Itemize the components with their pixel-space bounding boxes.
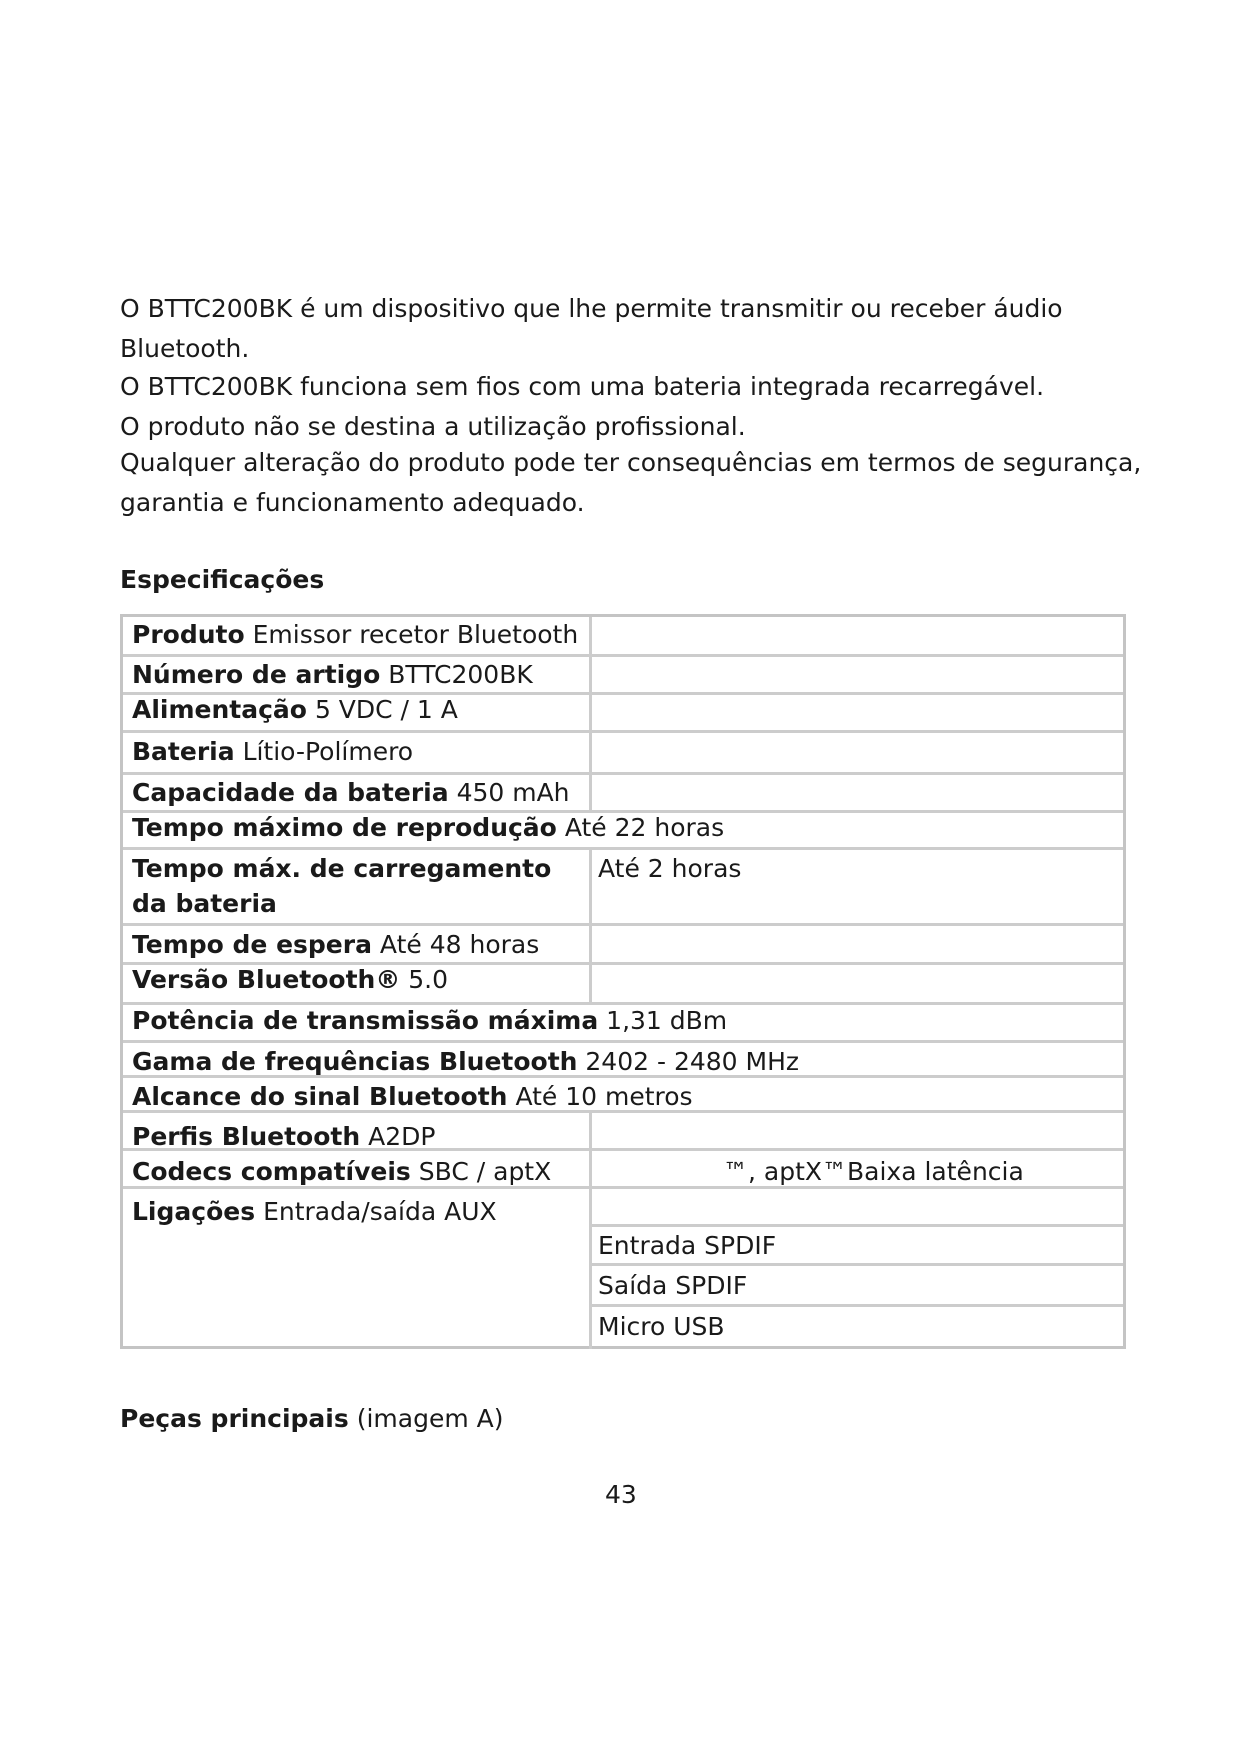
spec-value: Até 48 horas — [379, 930, 540, 959]
spec-label-cont: da bateria — [132, 889, 277, 918]
spec-row-ligacoes — [132, 1197, 497, 1227]
spec-row-gama-frequencias — [132, 1047, 799, 1077]
intro-line-2: Bluetooth. — [120, 334, 250, 363]
spec-value: 450 mAh — [456, 778, 570, 807]
spec-label: Produto — [132, 620, 245, 649]
spec-row-versao-bluetooth — [132, 965, 448, 995]
spec-row-produto — [132, 620, 578, 650]
spec-row-tempo-carregamento — [132, 854, 551, 884]
intro-line-4: O produto não se destina a utilização profissional. — [120, 412, 746, 441]
spec-value: 5.0 — [408, 965, 449, 994]
spec-value-micro-usb: Micro USB — [598, 1312, 725, 1341]
parts-label: Peças principais — [120, 1404, 349, 1433]
intro-line-3: O BTTC200BK funciona sem fios com uma bateria integrada recarregável. — [120, 372, 1045, 401]
specs-table — [120, 614, 1126, 1349]
spec-row-alimentacao — [132, 695, 458, 725]
intro-line-1: O BTTC200BK é um dispositivo que lhe permite transmitir ou receber áudio — [120, 294, 1063, 323]
spec-label: Perfis Bluetooth — [132, 1122, 361, 1151]
page-number: 43 — [605, 1480, 637, 1509]
spec-label: Tempo de espera — [132, 930, 372, 959]
spec-label: Capacidade da bateria — [132, 778, 449, 807]
spec-value: A2DP — [368, 1122, 436, 1151]
spec-label: Potência de transmissão máxima — [132, 1006, 599, 1035]
spec-value-codecs-right: ™, aptX™Baixa latência — [723, 1157, 1024, 1186]
parts-heading — [120, 1404, 503, 1433]
spec-value: Lítio-Polímero — [242, 737, 414, 766]
spec-row-bateria — [132, 737, 413, 767]
intro-line-6: garantia e funcionamento adequado. — [120, 488, 585, 517]
spec-row-potencia — [132, 1006, 727, 1036]
spec-label: Gama de frequências Bluetooth — [132, 1047, 578, 1076]
spec-value: Até 22 horas — [564, 813, 725, 842]
spec-row-numero-artigo — [132, 660, 533, 690]
spec-value: 2402 - 2480 MHz — [585, 1047, 800, 1076]
spec-row-perfis — [132, 1122, 435, 1152]
spec-row-alcance — [132, 1082, 693, 1112]
spec-label: Tempo máximo de reprodução — [132, 813, 557, 842]
spec-label: Alcance do sinal Bluetooth — [132, 1082, 508, 1111]
spec-row-tempo-reproducao — [132, 813, 724, 843]
spec-label: Versão Bluetooth® — [132, 965, 401, 994]
spec-label: Número de artigo — [132, 660, 381, 689]
intro-line-5: Qualquer alteração do produto pode ter consequências em termos de segurança, — [120, 448, 1142, 477]
specs-heading: Especificações — [120, 565, 325, 594]
spec-label: Ligações — [132, 1197, 256, 1226]
spec-value: SBC / aptX — [418, 1157, 552, 1186]
parts-suffix: (imagem A) — [356, 1404, 504, 1433]
spec-row-tempo-carregamento-cont — [132, 889, 277, 919]
spec-label: Bateria — [132, 737, 235, 766]
spec-label: Tempo máx. de carregamento — [132, 854, 552, 883]
spec-row-tempo-espera — [132, 930, 539, 960]
spec-value: BTTC200BK — [388, 660, 533, 689]
spec-value: 1,31 dBm — [606, 1006, 728, 1035]
spec-value-tempo-carregamento: Até 2 horas — [598, 854, 742, 883]
spec-value: 5 VDC / 1 A — [314, 695, 458, 724]
spec-value-entrada-spdif: Entrada SPDIF — [598, 1231, 777, 1260]
spec-row-capacidade — [132, 778, 570, 808]
spec-label: Codecs compatíveis — [132, 1157, 411, 1186]
spec-value-saida-spdif: Saída SPDIF — [598, 1271, 748, 1300]
spec-value: Emissor recetor Bluetooth — [252, 620, 579, 649]
spec-value: Entrada/saída AUX — [263, 1197, 497, 1226]
spec-value: Até 10 metros — [515, 1082, 693, 1111]
spec-label: Alimentação — [132, 695, 307, 724]
spec-row-codecs — [132, 1157, 551, 1187]
